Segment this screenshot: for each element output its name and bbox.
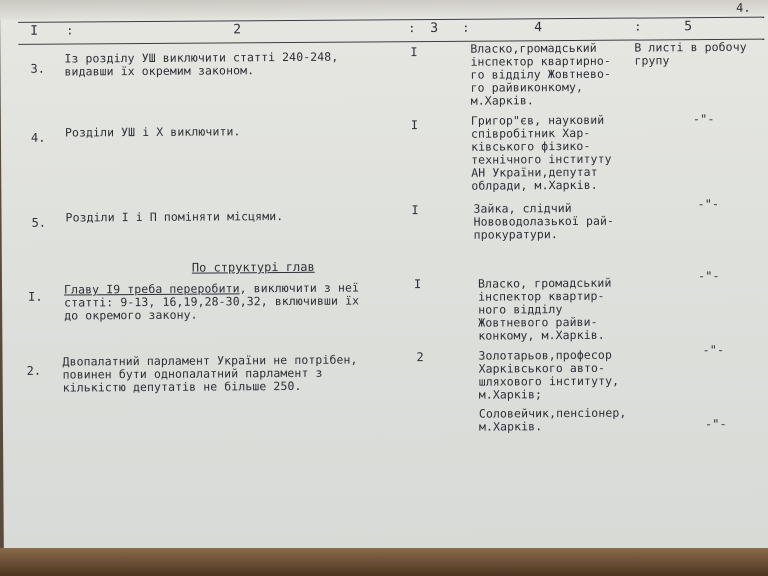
section-title: По структурі глав [191,259,315,275]
col-header-5: 5 [684,19,693,35]
decision-text: В листі в робочу групу [634,39,747,68]
proposal-text: Із розділу УШ виключити статті 240-248, видавши їх окремим законом. [64,49,339,79]
decision-ditto: -"- [702,342,725,358]
row-number: 3. [30,61,45,76]
col-separator: : [634,19,642,34]
decision-ditto: -"- [704,416,727,432]
proposal-count: I [410,45,418,60]
proposal-author: Зайка, слідчий Нововодолазької рай- прокуратури. [473,201,615,242]
proposal-count: I [413,277,422,292]
proposal-author: Григор"єв, науковий співробітник Хар- ківського фізико- технічного інституту АН України,депутат облради, м.Харків. [470,112,612,193]
proposal-count: I [411,203,419,218]
col-separator: : [408,21,416,36]
decision-ditto: -"- [692,112,715,127]
decision-ditto: -"- [697,268,720,284]
proposal-author: Власко, громадський інспектор квартир- ного відділу Жовтневого райви- конкому, м.Харків. [477,275,612,343]
col-header-3: 3 [430,20,439,36]
proposal-text [64,282,359,323]
row-number: 5. [31,215,47,230]
proposal-author-2: Соловейчик,пенсіонер, м.Харків. [478,405,627,434]
proposal-text: Двопалатний парламент України не потрібен, повинен бути однопалатний парламент з кількістю депутатів не більше 250. [62,352,358,395]
col-header-2: 2 [233,22,242,38]
col-header-1: I [30,23,39,39]
proposal-author: Золотарьов,професор Харківського авто- шляхового інституту, м.Харків; [478,347,620,402]
proposal-count: I [410,118,419,133]
row-number: I. [28,289,43,304]
col-separator: : [66,23,74,38]
decision-ditto: -"- [697,196,720,212]
proposal-text-underlined: Главу I9 треба переробити [63,281,240,297]
proposal-text: Розділи УШ і Х виключити. [64,124,241,140]
proposal-text: Розділи І і П поміняти місцями. [65,209,284,225]
proposal-author: Власко,громадський інспектор квартирно- го відділу Жовтнево- го райвиконкому, м.Харків. [470,40,612,108]
col-header-4: 4 [534,20,543,36]
desk-surface [0,548,768,576]
proposal-text-rest: , виключити з неї статті: 9-13, 16,19,28-30,32, включивши їх до окремого закону. [64,280,360,323]
page-number: 4. [736,0,751,15]
col-separator: : [462,20,470,35]
row-number: 2. [26,363,42,378]
proposal-count: 2 [416,350,424,365]
row-number: 4. [30,130,46,145]
